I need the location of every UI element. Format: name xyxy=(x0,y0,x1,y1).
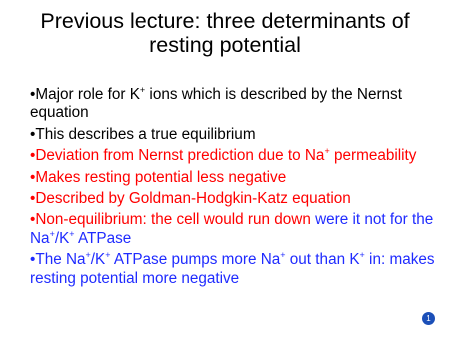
bullet-text: The Na xyxy=(35,251,86,269)
bullet-marker: • xyxy=(30,211,36,229)
bullet-text: /K xyxy=(54,229,70,247)
bullet-text: + xyxy=(280,250,286,261)
bullet-text: ions which is described by the Nernst equation xyxy=(30,86,402,122)
bullet-text: This describes a true equilibrium xyxy=(35,125,256,143)
title-line-1: Previous lecture: three determinants of xyxy=(40,9,410,33)
bullet-text: Non-equilibrium: the cell would run down xyxy=(35,211,316,229)
bullet-text: /K xyxy=(90,251,106,269)
bullet-text: + xyxy=(359,250,365,261)
bullet-text: permeability xyxy=(329,147,417,165)
slide-title xyxy=(0,9,450,57)
bullet-text: Makes resting potential less negative xyxy=(35,168,287,186)
bullet-text: out than K xyxy=(285,251,360,269)
bullet-list xyxy=(30,86,440,291)
bullet-item xyxy=(30,211,440,248)
bullet-marker: • xyxy=(30,251,36,269)
bullet-text: ATPase pumps more Na xyxy=(110,251,281,269)
bullet-marker: • xyxy=(30,168,36,186)
bullet-text: Deviation from Nernst prediction due to Na xyxy=(35,147,325,165)
bullet-item xyxy=(30,190,440,208)
bullet-text: Major role for K xyxy=(35,86,140,103)
bullet-text: in: makes resting potential more negative xyxy=(30,251,435,287)
bullet-item xyxy=(30,147,440,165)
title-line-2: resting potential xyxy=(149,33,301,57)
bullet-text: + xyxy=(139,85,146,95)
bullet-marker: • xyxy=(30,125,36,143)
bullet-item xyxy=(30,251,440,288)
bullet-text: + xyxy=(69,228,75,239)
page-number-badge: 1 xyxy=(422,312,435,325)
bullet-text: + xyxy=(105,250,111,261)
bullet-text: Described by Goldman-Hodgkin-Katz equation xyxy=(35,190,351,208)
bullet-item xyxy=(30,126,440,144)
bullet-text: + xyxy=(49,228,55,239)
bullet-text: + xyxy=(85,250,91,261)
bullet-text: were it not for the Na xyxy=(30,211,434,247)
bullet-item xyxy=(30,86,440,123)
bullet-text: + xyxy=(324,146,330,157)
bullet-marker: • xyxy=(30,190,36,208)
bullet-marker: • xyxy=(30,147,36,165)
bullet-marker: • xyxy=(30,86,36,103)
bullet-item xyxy=(30,169,440,187)
bullet-text: ATPase xyxy=(74,229,132,247)
